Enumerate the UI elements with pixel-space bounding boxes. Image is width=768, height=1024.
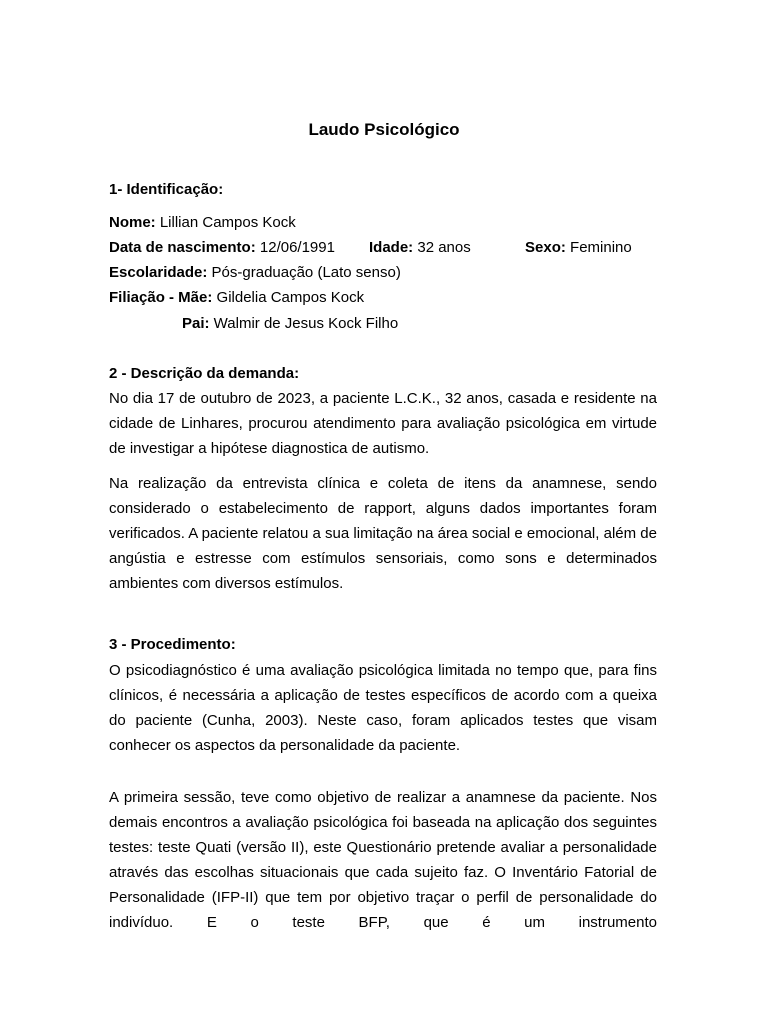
- pai-row: [182, 314, 398, 334]
- demanda-paragraph-2: Na realização da entrevista clínica e coleta de itens da anamnese, sendo considerado o estabelecimento de rapport, alguns dados importantes foram verificados. A paciente relatou a sua limitação na área social e emocional, além de angústia e estresse com estímulos sensoriais, como sons e determinados ambientes com diversos estímulos.: [109, 475, 657, 592]
- section-identificacao-heading: 1- Identificação:: [109, 181, 224, 198]
- procedimento-paragraph-2: A primeira sessão, teve como objetivo de realizar a anamnese da paciente. Nos demais encontros a avaliação psicológica foi baseada na aplicação dos seguintes testes: teste Quati (versão II), este Questionário pretende avaliar a personalidade através das escolhas situacionais que cada sujeito faz. O Inventário Fatorial de Personalidade (IFP-II) que tem por objetivo traçar o perfil de personalidade do indivíduo. E o teste BFP, que é um instrumento: [109, 789, 657, 931]
- data-nascimento-label: Data de nascimento:: [109, 239, 256, 256]
- nome-row: [109, 213, 296, 233]
- pai-value: Walmir de Jesus Kock Filho: [209, 315, 399, 332]
- escolaridade-label: Escolaridade:: [109, 264, 208, 281]
- demanda-paragraph-1: No dia 17 de outubro de 2023, a paciente L.C.K., 32 anos, casada e residente na cidade de Linhares, procurou atendimento para avaliação psicológica em virtude de investigar a hipótese diagnostica de autismo.: [109, 390, 657, 457]
- document-title: Laudo Psicológico: [308, 120, 460, 139]
- filiacao-mae-row: [109, 288, 364, 308]
- data-nascimento-field: [109, 238, 335, 258]
- section-demanda-heading: 2 - Descrição da demanda:: [109, 365, 300, 382]
- procedimento-paragraph-1: O psicodiagnóstico é uma avaliação psicológica limitada no tempo que, para fins clínicos, é necessária a aplicação de testes específicos de acordo com a queixa do paciente (Cunha, 2003). Neste caso, foram aplicados testes que visam conhecer os aspectos da personalidade da paciente.: [109, 662, 657, 754]
- sexo-field: [525, 238, 632, 258]
- nome-label: Nome:: [109, 214, 156, 231]
- idade-value: 32 anos: [413, 239, 471, 256]
- sexo-label: Sexo:: [525, 239, 566, 256]
- nome-value: Lillian Campos Kock: [155, 214, 296, 231]
- pai-label: Pai:: [182, 315, 210, 332]
- idade-field: [369, 238, 471, 258]
- filiacao-mae-label: Filiação - Mãe:: [109, 289, 213, 306]
- section-procedimento-heading: 3 - Procedimento:: [109, 636, 236, 653]
- escolaridade-row: [109, 263, 401, 283]
- data-nascimento-value: 12/06/1991: [255, 239, 335, 256]
- mae-value: Gildelia Campos Kock: [212, 289, 365, 306]
- escolaridade-value: Pós-graduação (Lato senso): [207, 264, 401, 281]
- sexo-value: Feminino: [565, 239, 632, 256]
- idade-label: Idade:: [369, 239, 414, 256]
